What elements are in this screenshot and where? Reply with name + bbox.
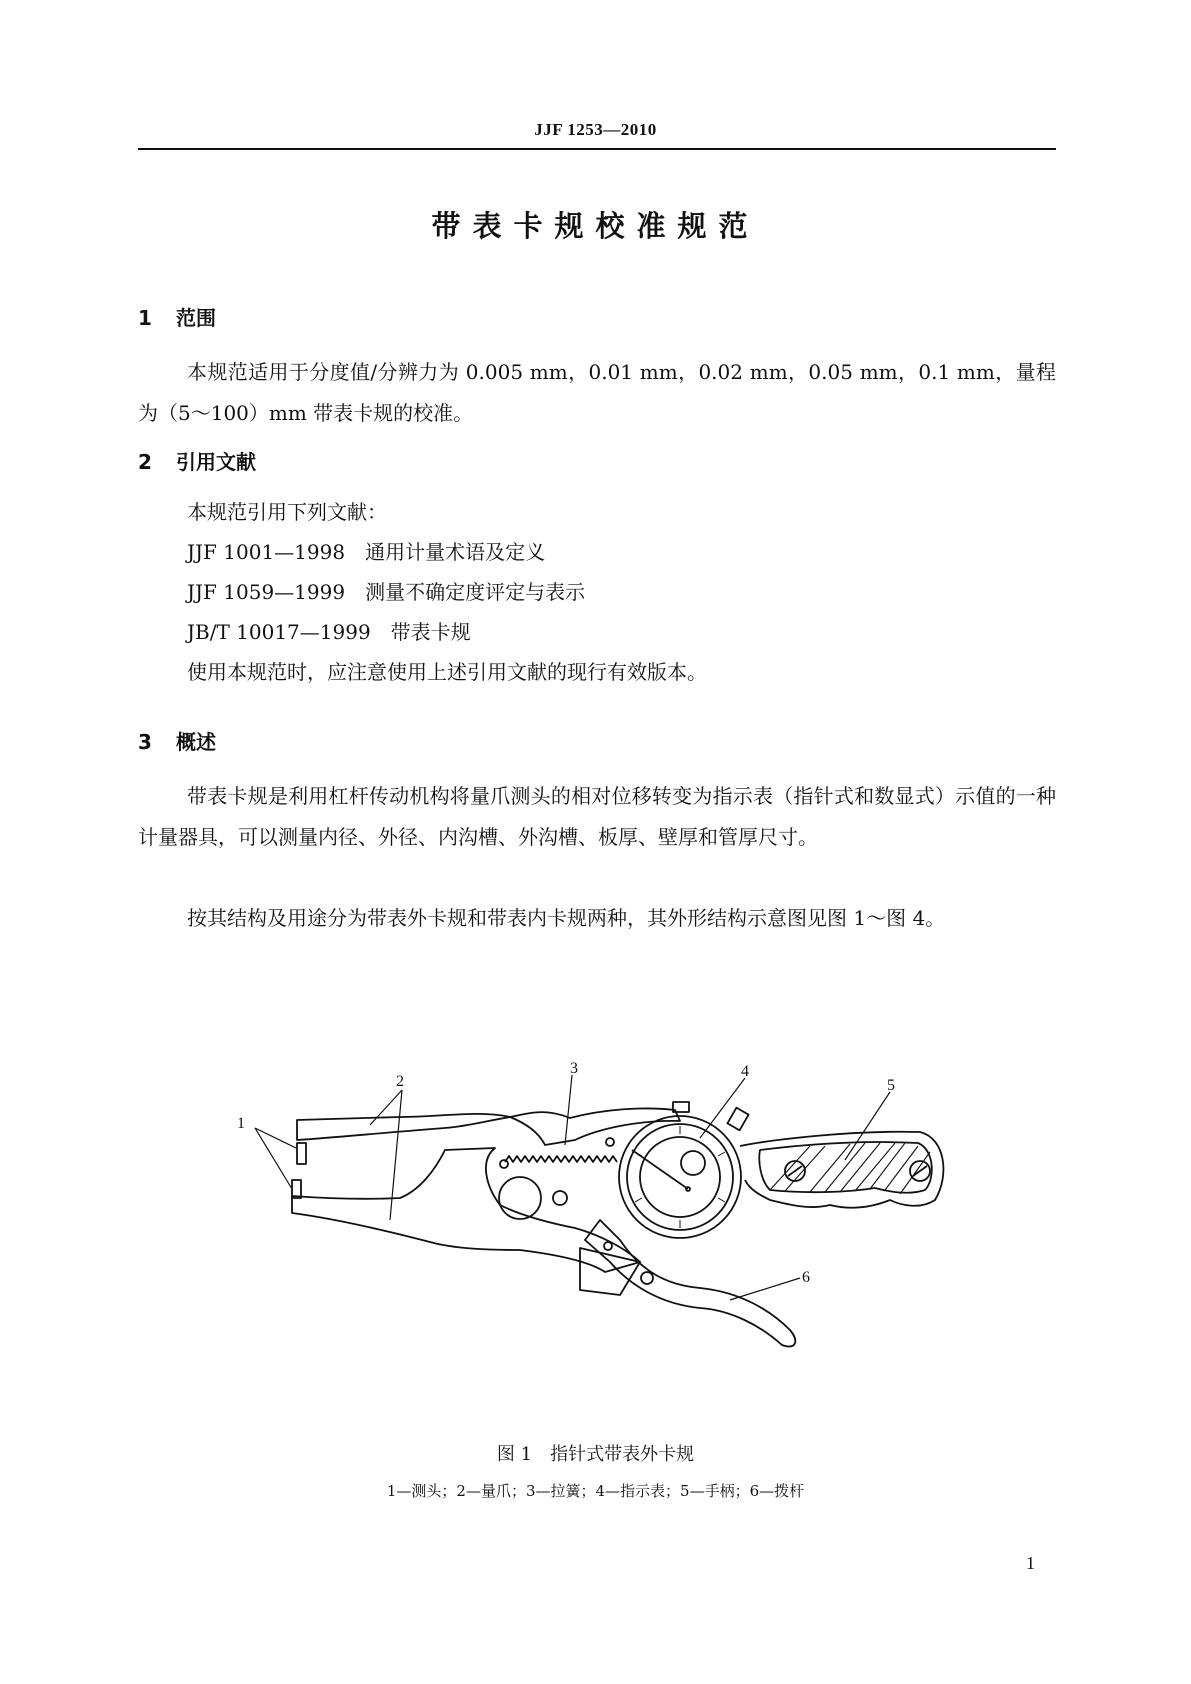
section-1-paragraph: 本规范适用于分度值/分辨力为 0.005 mm，0.01 mm，0.02 mm，0.05 mm，0.1 mm，量程为（5～100）mm 带表卡规的校准。 xyxy=(138,360,1056,425)
dial-ticks xyxy=(635,1126,725,1228)
tension-spring xyxy=(505,1156,617,1162)
section-1-heading xyxy=(138,302,216,331)
callout-label: 4 xyxy=(741,1063,749,1080)
handle-hatching xyxy=(770,1143,930,1194)
reference-item: JJF 1001—1998 通用计量术语及定义 xyxy=(187,540,546,564)
figure-legend: 1—测头；2—量爪；3—拉簧；4—指示表；5—手柄；6—拨杆 xyxy=(386,1482,805,1500)
section-number: 1 xyxy=(138,306,152,330)
reference-item: JB/T 10017—1999 带表卡规 xyxy=(187,620,471,644)
references-intro: 本规范引用下列文献： xyxy=(187,500,387,524)
callout-label: 5 xyxy=(887,1077,895,1094)
section-3-paragraph-1: 带表卡规是利用杠杆传动机构将量爪测头的相对位移转变为指示表（指针式和数显式）示值的一种计量器具，可以测量内径、外径、内沟槽、外沟槽、板厚、壁厚和管厚尺寸。 xyxy=(138,784,1056,849)
section-3-heading xyxy=(138,726,216,755)
upper-probe-tip xyxy=(297,1143,306,1164)
callout-label: 6 xyxy=(802,1269,810,1286)
dial-adjust-knob xyxy=(727,1108,748,1131)
section-title: 范围 xyxy=(176,306,216,330)
section-title: 概述 xyxy=(176,730,216,754)
section-3-paragraph-2: 按其结构及用途分为带表外卡规和带表内卡规两种，其外形结构示意图见图 1～图 4。 xyxy=(187,906,946,930)
document-title: 带表卡规校准规范 xyxy=(431,209,760,243)
callout-label: 2 xyxy=(396,1073,404,1090)
page-number: 1 xyxy=(1026,1553,1035,1573)
lever xyxy=(585,1220,795,1347)
section-title: 引用文献 xyxy=(176,450,256,474)
header-rule xyxy=(138,148,1056,150)
dial-face xyxy=(627,1124,733,1230)
dial-bezel xyxy=(619,1116,741,1238)
section-2-heading xyxy=(138,446,256,475)
caliper-gauge-figure xyxy=(230,1058,895,1398)
callout-label: 3 xyxy=(570,1060,578,1077)
figure-caption: 图 1 指针式带表外卡规 xyxy=(496,1444,695,1465)
callout-leaders xyxy=(255,1075,890,1300)
document-code-header: JJF 1253—2010 xyxy=(534,120,657,139)
section-number: 2 xyxy=(138,450,152,474)
section-number: 3 xyxy=(138,730,152,754)
reference-item: JJF 1059—1999 测量不确定度评定与表示 xyxy=(187,580,586,604)
dial-sub-dial xyxy=(681,1151,705,1175)
body-hole-small xyxy=(553,1191,567,1205)
lower-jaw xyxy=(292,1148,640,1272)
references-note: 使用本规范时，应注意使用上述引用文献的现行有效版本。 xyxy=(187,660,707,684)
dial-inner-ring xyxy=(640,1137,720,1217)
callout-label: 1 xyxy=(237,1115,245,1132)
upper-jaw xyxy=(297,1108,680,1145)
